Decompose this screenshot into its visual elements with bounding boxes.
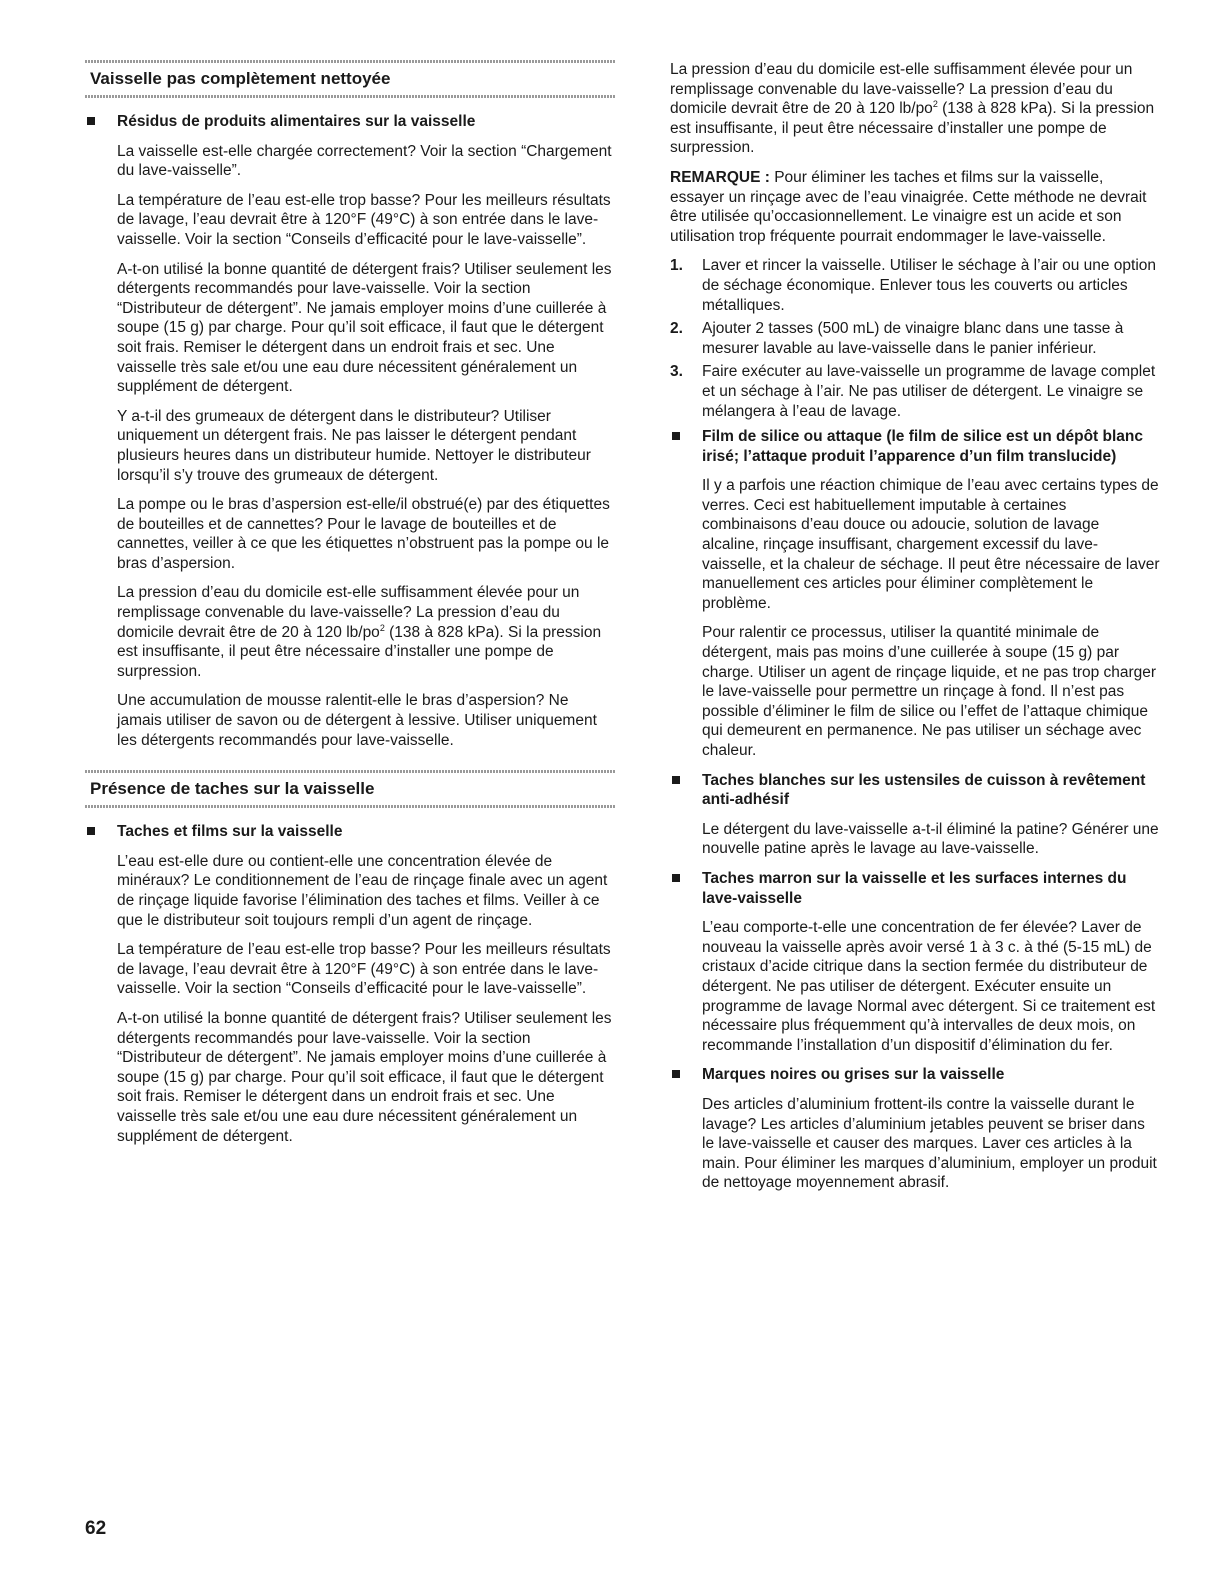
bullet-label: Film de silice ou attaque (le film de silice est un dépôt blanc irisé; l’attaque produit l’apparence d’un film translucide) [702, 428, 1143, 465]
pressure-text-end: (138 à 828 kPa). Si la pression est insuffisante, il peut être nécessaire d’installer une pompe de surpression. [117, 623, 602, 680]
bullet-brown-stains [670, 869, 1160, 908]
paragraph: La température de l’eau est-elle trop basse? Pour les meilleurs résultats de lavage, l’eau devrait être à 120°F (49°C) à son entrée dans le lave-vaisselle. Voir la section “Conseils d’efficacité pour le lave-vaisselle”. [117, 941, 611, 998]
superscript: 2 [379, 622, 385, 633]
dotted-rule [85, 95, 615, 98]
square-bullet-icon [672, 432, 680, 440]
paragraph: La température de l’eau est-elle trop basse? Pour les meilleurs résultats de lavage, l’eau devrait être à 120°F (49°C) à son entrée dans le lave-vaisselle. Voir la section “Conseils d’efficacité pour le lave-vaisselle”. [117, 191, 611, 248]
pressure-text-end: (138 à 828 kPa). Si la pression est insuffisante, il peut être nécessaire d’installer une pompe de surpression. [670, 100, 1155, 157]
paragraph: Une accumulation de mousse ralentit-elle le bras d’aspersion? Ne jamais utiliser de savon ou de détergent à lessive. Utiliser uniquement les détergents recommandés pour lave-vaisselle. [117, 692, 597, 749]
section-heading-incomplete-cleaning [85, 60, 615, 98]
paragraph: L’eau comporte-t-elle une concentration de fer élevée? Laver de nouveau la vaisselle après avoir versé 1 à 3 c. à thé (5-15 mL) de cristaux d’acide citrique dans la section fermée du distributeur de détergent. Ne pas utiliser de détergent. Exécuter ensuite un programme de lavage Normal avec détergent. Si ce traitement est nécessaire plus fréquemment qu’à intervalles de deux mois, on recommande l’installation d’un dispositif d’élimination du fer. [702, 919, 1156, 1054]
bullet-label: Taches marron sur la vaisselle et les surfaces internes du lave-vaisselle [702, 869, 1127, 907]
page-number: 62 [85, 1518, 107, 1539]
left-column [85, 60, 615, 1156]
square-bullet-icon [87, 827, 95, 835]
remark-text: Pour éliminer les taches et films sur la vaisselle, essayer un rinçage avec de l’eau vinaigrée. Cette méthode ne devrait être utilisée qu’occasionnellement. Le vinaigre est un acide et son utilisation trop fréquente pourrait endommager le lave-vaisselle. [670, 168, 1147, 245]
bullet-food-residue [85, 112, 615, 132]
right-column [670, 60, 1160, 1203]
step-item [670, 362, 1160, 421]
square-bullet-icon [87, 117, 95, 125]
step-number: 3. [670, 363, 683, 381]
step-number: 2. [670, 320, 683, 338]
bullet-label: Résidus de produits alimentaires sur la vaisselle [117, 113, 476, 130]
dotted-rule [85, 805, 615, 808]
paragraph: La vaisselle est-elle chargée correctement? Voir la section “Chargement du lave-vaisselle”. [117, 142, 612, 180]
paragraph: Le détergent du lave-vaisselle a-t-il éliminé la patine? Générer une nouvelle patine après le lavage au lave-vaisselle. [702, 820, 1159, 858]
paragraph-water-pressure [670, 60, 1160, 158]
step-item [670, 319, 1160, 358]
remark-label: REMARQUE : [670, 168, 770, 186]
bullet-label: Taches blanches sur les ustensiles de cuisson à revêtement anti-adhésif [702, 771, 1146, 809]
bullet-white-spots [670, 771, 1160, 810]
superscript: 2 [932, 99, 938, 110]
step-text: Laver et rincer la vaisselle. Utiliser le séchage à l’air ou une option de séchage économique. Enlever tous les couverts ou articles métalliques. [702, 257, 1157, 314]
square-bullet-icon [672, 1070, 680, 1078]
section-title: Vaisselle pas complètement nettoyée [90, 69, 391, 88]
square-bullet-icon [672, 776, 680, 784]
bullet-black-marks [670, 1065, 1160, 1085]
paragraph-water-pressure [117, 583, 615, 681]
bullet-silica-film [670, 427, 1160, 466]
remark-paragraph [670, 168, 1160, 246]
section-title: Présence de taches sur la vaisselle [90, 779, 375, 799]
step-text: Faire exécuter au lave-vaisselle un programme de lavage complet et un séchage à l’air. Ne pas utiliser de détergent. Le vinaigre se mélangera à l’eau de lavage. [702, 363, 1156, 420]
bullet-label: Marques noires ou grises sur la vaisselle [702, 1066, 1005, 1084]
paragraph: Pour ralentir ce processus, utiliser la quantité minimale de détergent, mais pas moins d’une cuillerée à soupe (15 g) par charge. Utiliser un agent de rinçage liquide, et ne pas trop charger le lave-vaisselle pour permettre un rinçage à fond. Il n’est pas possible d’éliminer le film de silice ou l’effet de l’attaque chimique qui demeurent en permanence. Ne pas utiliser un séchage avec chaleur. [702, 624, 1157, 759]
paragraph: La pompe ou le bras d’aspersion est-elle/il obstrué(e) par des étiquettes de bouteilles et de cannettes? Pour le lavage de bouteilles et de cannettes, veiller à ce que les étiquettes n’obstruent pas la pompe ou le bras d’aspersion. [117, 496, 610, 572]
pressure-text: La pression d’eau du domicile est-elle suffisamment élevée pour un remplissage convenable du lave-vaisselle? La pression d’eau du domicile devrait être de 20 à 120 lb/po [117, 584, 580, 641]
paragraph: Il y a parfois une réaction chimique de l’eau avec certains types de verres. Ceci est habituellement imputable à certaines combinaisons d’eau douce ou adoucie, solution de lavage alcaline, rinçage insuffisant, chargement excessif du lave-vaisselle, et la chaleur de séchage. Il peut être nécessaire de laver manuellement ces articles pour éliminer complètement le problème. [702, 477, 1160, 612]
section-heading-spots [85, 770, 615, 808]
bullet-spots-films [85, 822, 615, 842]
vinegar-steps-list [670, 256, 1160, 421]
paragraph: A-t-on utilisé la bonne quantité de détergent frais? Utiliser seulement les détergents recommandés pour lave-vaisselle. Voir la section “Distributeur de détergent”. Ne jamais employer moins d’une cuillerée à soupe (15 g) par charge. Pour qu’il soit efficace, il faut que le détergent soit frais. Remiser le détergent dans un endroit frais et sec. Une vaisselle très sale et/ou une eau dure nécessitent généralement un supplément de détergent. [117, 260, 612, 396]
step-number: 1. [670, 257, 683, 275]
paragraph: A-t-on utilisé la bonne quantité de détergent frais? Utiliser seulement les détergents recommandés pour lave-vaisselle. Voir la section “Distributeur de détergent”. Ne jamais employer moins d’une cuillerée à soupe (15 g) par charge. Pour qu’il soit efficace, il faut que le détergent soit frais. Remiser le détergent dans un endroit frais et sec. Une vaisselle très sale et/ou une eau dure nécessitent généralement un supplément de détergent. [117, 1009, 612, 1145]
paragraph: Y a-t-il des grumeaux de détergent dans le distributeur? Utiliser uniquement un détergent frais. Ne pas laisser le détergent pendant plusieurs heures dans un distributeur humide. Nettoyer le distributeur lorsqu’il s’y trouve des grumeaux de détergent. [117, 407, 591, 484]
step-item [670, 256, 1160, 315]
paragraph: Des articles d’aluminium frottent-ils contre la vaisselle durant le lavage? Les articles d’aluminium jetables peuvent se briser dans le lave-vaisselle et causer des marques. Laver ces articles à la main. Pour éliminer les marques d’aluminium, employer un produit de nettoyage moyennement abrasif. [702, 1095, 1157, 1192]
pressure-text: La pression d’eau du domicile est-elle suffisamment élevée pour un remplissage convenable du lave-vaisselle? La pression d’eau du domicile devrait être de 20 à 120 lb/po [670, 61, 1133, 118]
bullet-label: Taches et films sur la vaisselle [117, 823, 343, 841]
paragraph: L’eau est-elle dure ou contient-elle une concentration élevée de minéraux? Le conditionnement de l’eau de rinçage finale avec un agent de rinçage liquide favorise l’élimination des taches et films. Veiller à ce que le distributeur soit toujours rempli d’un agent de rinçage. [117, 852, 608, 929]
square-bullet-icon [672, 874, 680, 882]
step-text: Ajouter 2 tasses (500 mL) de vinaigre blanc dans une tasse à mesurer lavable au lave-vaisselle dans le panier inférieur. [702, 320, 1124, 357]
